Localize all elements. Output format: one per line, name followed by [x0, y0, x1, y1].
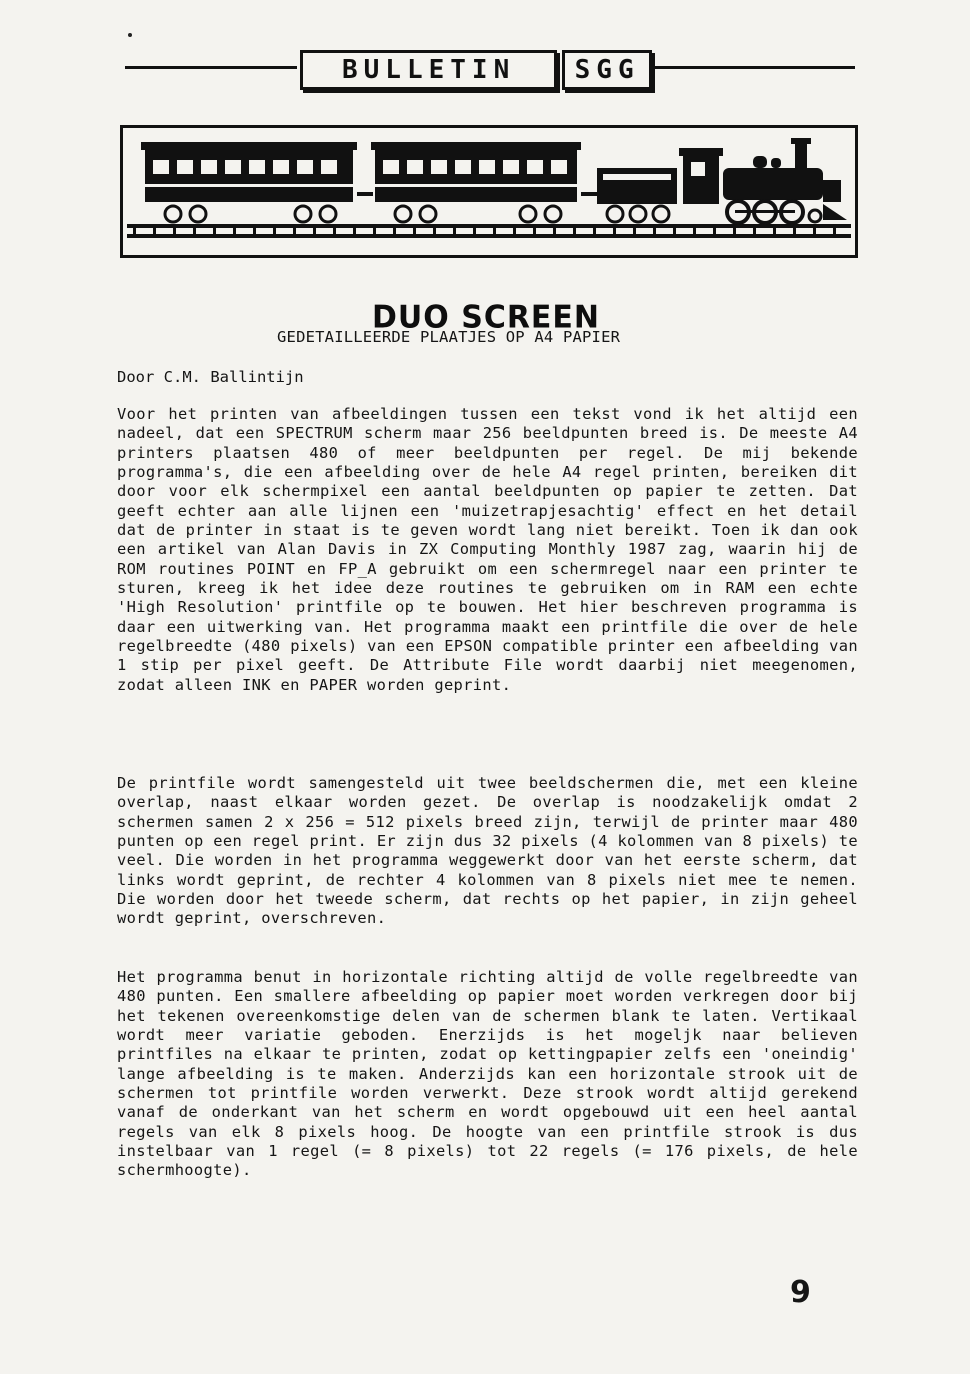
article-title: DUO SCREEN [372, 299, 601, 336]
article-subtitle: GEDETAILLEERDE PLAATJES OP A4 PAPIER [277, 328, 621, 346]
locomotive [679, 138, 847, 223]
bulletin-logo-box [300, 50, 557, 90]
org-logo-box [562, 50, 652, 90]
paragraph-1: Voor het printen van afbeeldingen tussen een tekst vond ik het altijd een nadeel, dat een SPECTRUM scherm maar 256 beeldpunten breed is. De meeste A4 printers plaatsen 480 of meer beeldpunten per regel. De mij bekende programma's, die een afbeelding over de hele A4 regel printen, bereiken dit door voor elk schermpixel een aantal beeldpunten op papier te zetten. Dat geeft echter aan alle lijnen een 'muizetrapjesachtig' effect en het detail dat de printer in staat is te geven wordt lang niet bereikt. Toen ik dan ook een artikel van Alan Davis in ZX Computing Monthly 1987 zag, waarin hij de ROM routines POINT en FP_A gebruikt om een schermregel naar een printer te sturen, kreeg ik het idee deze routines te gebruiken om in RAM een echte 'High Resolution' printfile op te bouwen. Het hier beschreven programma is daar een uitwerking van. Het programma maakt een printfile die over de hele regelbreedte (480 pixels) van een EPSON compatible printer een afbeelding van 1 stip per pixel geeft. De Attribute File wordt daarbij niet meegenomen, zodat alleen INK en PAPER worden geprint. [117, 405, 858, 694]
train-illustration [123, 128, 855, 255]
masthead-rule-left [125, 66, 297, 69]
org-label: SGG [574, 55, 640, 85]
carriage-1 [141, 142, 357, 222]
article-byline: Door C.M. Ballintijn [117, 368, 304, 386]
coupling-2 [581, 192, 597, 196]
tender [597, 168, 677, 222]
ink-speck [128, 33, 132, 37]
page-number: 9 [790, 1275, 811, 1310]
paragraph-2: De printfile wordt samengesteld uit twee beeldschermen die, met een kleine overlap, naast elkaar worden gezet. De overlap is noodzakelijk omdat 2 schermen samen 2 x 256 = 512 pixels breed zijn, terwijl de printer maar 480 punten op een regel print. Er zijn dus 32 pixels (4 kolommen van 8 pixels) te veel. Die worden in het programma weggewerkt door van het eerste scherm, dat links wordt geprint, de rechter 4 kolommen van 8 pixels niet mee te nemen. Die worden door het tweede scherm, dat rechts op het papier, in zijn geheel wordt geprint, overschreven. [117, 774, 858, 928]
train-banner [120, 125, 858, 258]
masthead-logo [300, 50, 652, 90]
rail-top [127, 224, 851, 228]
bulletin-label: BULLETIN [342, 55, 516, 85]
masthead-rule-right [655, 66, 855, 69]
coupling-1 [357, 192, 373, 196]
carriage-2 [371, 142, 581, 222]
paragraph-3: Het programma benut in horizontale richting altijd de volle regelbreedte van 480 punten. Een smallere afbeelding op papier moet worden verkregen door bij het tekenen overeenkomstige delen van de schermen blank te laten. Vertikaal wordt meer variatie geboden. Enerzijds is het mogeljk naar believen printfiles na elkaar te printen, zodat op kettingpapier zelfs een 'oneindig' lange afbeelding is te maken. Anderzijds kan een horizontale strook uit de schermen tot printfile worden verwerkt. Deze strook wordt altijd gerekend vanaf de onderkant van het scherm en wordt opgebouwd uit een heel aantal regels van elk 8 pixels hoog. De hoogte van een printfile strook is dus instelbaar van 1 regel (= 8 pixels) tot 22 regels (= 176 pixels, de hele schermhoogte). [117, 968, 858, 1180]
